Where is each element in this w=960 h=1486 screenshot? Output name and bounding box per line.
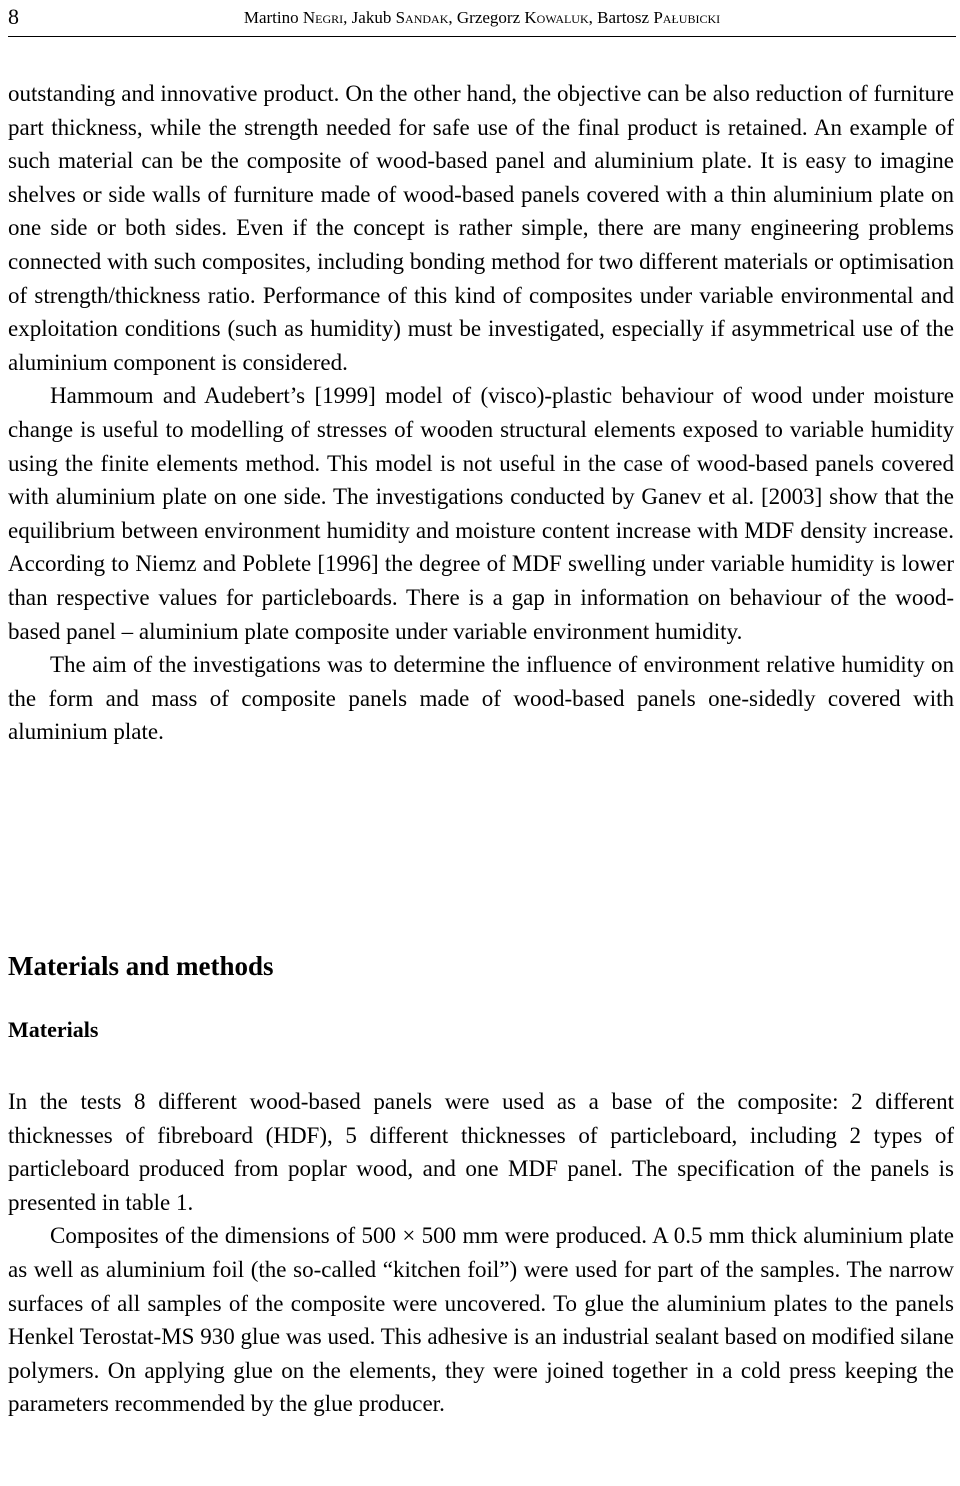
author-separator: ,: [588, 8, 598, 27]
author-given-name: Bartosz: [597, 8, 654, 27]
author-family-name: Kowaluk: [524, 8, 589, 27]
section-heading: Materials and methods: [8, 951, 274, 981]
running-header: [8, 2, 956, 37]
author-separator: ,: [343, 8, 352, 27]
materials-text: [8, 1085, 954, 1421]
author-separator: ,: [448, 8, 457, 27]
running-head-authors: [8, 6, 956, 30]
paragraph: The aim of the investigations was to determine the influence of environment relative humidity on the form and mass of composite panels made of wood-based panels one-sidedly covered with aluminium plate.: [8, 652, 954, 745]
author-family-name: Negri: [302, 8, 344, 27]
author-family-name: Pałubicki: [653, 8, 721, 27]
paragraph: Composites of the dimensions of 500 × 500 mm were produced. A 0.5 mm thick aluminium plate as well as aluminium foil (the so-called “kitchen foil”) were used for part of the samples. The narrow surfaces of all samples of the composite were uncovered. To glue the aluminium plates to the panels Henkel Terostat-MS 930 glue was used. This adhesive is an industrial sealant based on modified silane polymers. On applying glue on the elements, they were joined together in a cold press keeping the parameters recommended by the glue producer.: [8, 1223, 954, 1417]
author-given-name: Jakub: [351, 8, 396, 27]
author-given-name: Grzegorz: [456, 8, 525, 27]
paragraph: Hammoum and Audebert’s [1999] model of (visco)-plastic behaviour of wood under moisture change is useful to modelling of stresses of wooden structural elements exposed to variable humidity using the finite elements method. This model is not useful in the case of wood-based panels covered with aluminium plate on one side. The investigations conducted by Ganev et al. [2003] show that the equilibrium between environment humidity and moisture content increase with MDF density increase. According to Niemz and Poblete [1996] the degree of MDF swelling under variable humidity is lower than respective values for particleboards. There is a gap in information on behaviour of the wood-based panel – aluminium plate composite under variable environment humidity.: [8, 383, 954, 644]
subsection-heading: Materials: [8, 1017, 99, 1042]
author-given-name: Martino: [243, 8, 303, 27]
introduction-text: [8, 77, 954, 749]
paragraph: In the tests 8 different wood-based panels were used as a base of the composite: 2 different thicknesses of fibreboard (HDF), 5 different thicknesses of particleboard, including 2 types of particleboard produced from poplar wood, and one MDF panel. The specification of the panels is presented in table 1.: [8, 1089, 954, 1215]
author-family-name: Sandak: [395, 8, 449, 27]
paragraph: outstanding and innovative product. On the other hand, the objective can be also reduction of furniture part thickness, while the strength needed for safe use of the final product is retained. An example of such material can be the composite of wood-based panel and aluminium plate. It is easy to imagine shelves or side walls of furniture made of wood-based panels covered with a thin aluminium plate on one side or both sides. Even if the concept is rather simple, there are many engineering problems connected with such composites, including bonding method for two different materials or optimisation of strength/thickness ratio. Performance of this kind of composites under variable environmental and exploitation conditions (such as humidity) must be investigated, especially if asymmetrical use of the aluminium component is considered.: [8, 81, 954, 375]
page-number: 8: [8, 4, 19, 29]
